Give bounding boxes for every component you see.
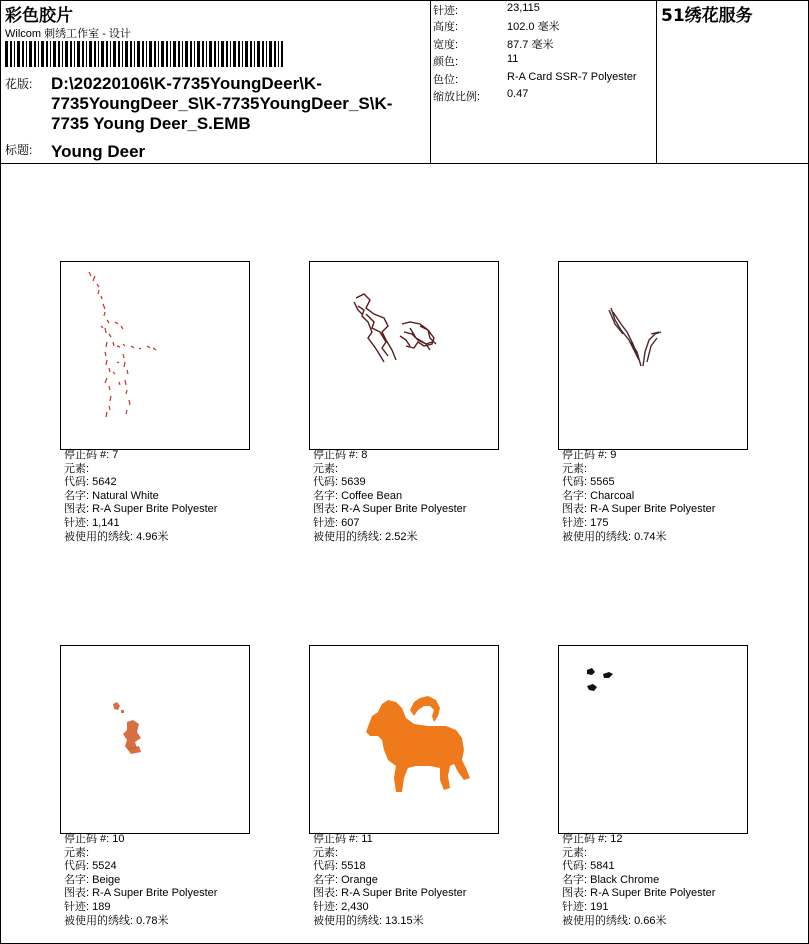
thread-value: 0.78米 [136, 914, 169, 927]
element-line: 元素: [562, 846, 588, 859]
chart-line [64, 887, 217, 901]
stitch-preview-drawing [61, 646, 249, 833]
stitches-line [313, 901, 466, 915]
stop-value: 11 [361, 833, 373, 845]
title-value: Young Deer [51, 142, 146, 161]
code-line [64, 860, 217, 874]
thread-label: 被使用的绣线: [313, 530, 386, 543]
stop-value: 10 [112, 833, 125, 845]
stop-label: 停止码 #: [562, 833, 611, 845]
color-details [64, 833, 217, 928]
stitches-line [64, 901, 217, 915]
stitches-label: 针迹: [64, 900, 93, 913]
stitch-preview [60, 261, 250, 450]
brand-column [657, 1, 808, 163]
code-label: 代码: [64, 476, 93, 489]
info-label: 宽度: [433, 39, 459, 51]
stop-value: 12 [610, 833, 623, 845]
name-label: 名字: [313, 873, 342, 886]
chart-label: 图表: [562, 887, 591, 900]
name-value: Charcoal [590, 489, 635, 502]
name-line [64, 490, 217, 504]
color-details [313, 833, 466, 928]
color-details [562, 449, 715, 544]
name-label: 名字: [562, 489, 591, 502]
chart-line [562, 887, 715, 901]
stitches-label: 针迹: [562, 900, 591, 913]
name-value: Orange [341, 873, 378, 886]
stitch-preview-drawing [310, 646, 498, 833]
code-value: 5518 [341, 860, 366, 873]
thread-value: 0.74米 [634, 530, 667, 543]
thread-line [64, 531, 217, 545]
preview-strokes [609, 308, 661, 366]
stitches-line [313, 517, 466, 531]
sheet-title: 彩色胶片 [5, 6, 73, 26]
code-value: 5639 [341, 476, 366, 489]
chart-value: R-A Super Brite Polyester [341, 503, 467, 516]
chart-line [64, 503, 217, 517]
code-value: 5565 [590, 476, 615, 489]
color-details [64, 449, 217, 544]
design-info-column [1, 1, 431, 163]
thread-label: 被使用的绣线: [313, 914, 386, 927]
thread-line [64, 915, 217, 929]
chart-label: 图表: [562, 503, 591, 516]
preview-strokes [89, 272, 156, 417]
design-path-value: D:\20220106\K-7735YoungDeer\K-7735YoungDeer_S\K-7735YoungDeer_S\K-7735 Young Deer_S.EMB [51, 74, 393, 133]
preview-fill [587, 668, 613, 691]
code-value: 5524 [92, 860, 117, 873]
chart-line [313, 503, 466, 517]
thread-value: 0.66米 [634, 914, 667, 927]
name-value: Natural White [92, 489, 159, 502]
code-label: 代码: [562, 476, 591, 489]
info-value: 23,115 [507, 2, 540, 14]
thread-label: 被使用的绣线: [562, 914, 635, 927]
stop-value: 7 [112, 449, 119, 461]
info-value: 102.0 毫米 [507, 21, 560, 33]
stitches-label: 针迹: [313, 900, 342, 913]
color-details [562, 833, 715, 928]
chart-value: R-A Super Brite Polyester [341, 887, 467, 900]
stitch-preview-drawing [310, 262, 498, 449]
stitch-preview-drawing [559, 646, 747, 833]
stop-line [313, 449, 466, 463]
info-label: 高度: [433, 21, 459, 33]
title-label: 标题: [5, 143, 33, 157]
stitches-value: 175 [590, 516, 609, 529]
stitches-value: 2,430 [341, 900, 369, 913]
preview-strokes [354, 294, 436, 362]
stop-line [562, 449, 715, 463]
thread-line [313, 915, 466, 929]
chart-label: 图表: [64, 887, 93, 900]
name-value: Black Chrome [590, 873, 660, 886]
thread-label: 被使用的绣线: [562, 530, 635, 543]
thread-line [562, 531, 715, 545]
brand-name: 51绣花服务 [661, 6, 753, 26]
name-line [64, 874, 217, 888]
thread-label: 被使用的绣线: [64, 914, 137, 927]
chart-label: 图表: [313, 887, 342, 900]
info-value: 0.47 [507, 88, 529, 100]
sheet-header [1, 1, 808, 164]
stitch-preview-drawing [559, 262, 747, 449]
stitch-preview [309, 261, 499, 450]
code-label: 代码: [562, 860, 591, 873]
name-value: Coffee Bean [341, 489, 403, 502]
thread-line [313, 531, 466, 545]
stitches-label: 针迹: [313, 516, 342, 529]
preview-fill [113, 702, 141, 754]
thread-value: 4.96米 [136, 530, 169, 543]
code-line [313, 476, 466, 490]
name-label: 名字: [64, 873, 93, 886]
code-label: 代码: [313, 476, 342, 489]
chart-value: R-A Super Brite Polyester [92, 503, 218, 516]
thread-value: 13.15米 [385, 914, 424, 927]
stop-label: 停止码 #: [313, 833, 362, 845]
stitches-label: 针迹: [562, 516, 591, 529]
stitches-value: 1,141 [92, 516, 120, 529]
sheet-subtitle: Wilcom 刺绣工作室 - 设计 [5, 28, 131, 40]
stop-label: 停止码 #: [64, 833, 113, 845]
element-line: 元素: [64, 462, 90, 475]
element-line: 元素: [313, 846, 339, 859]
stop-line [562, 833, 715, 847]
stop-value: 8 [361, 449, 368, 461]
element-line: 元素: [64, 846, 90, 859]
info-label: 针迹: [433, 5, 459, 17]
code-line [562, 476, 715, 490]
stop-line [313, 833, 466, 847]
info-value: 87.7 毫米 [507, 39, 554, 51]
stitch-preview [60, 645, 250, 834]
stitch-preview-drawing [61, 262, 249, 449]
name-label: 名字: [562, 873, 591, 886]
element-line: 元素: [313, 462, 339, 475]
design-stats-column [431, 1, 657, 163]
preview-fill [366, 696, 470, 792]
barcode-icon [5, 41, 283, 67]
element-line: 元素: [562, 462, 588, 475]
code-line [313, 860, 466, 874]
stop-line [64, 449, 217, 463]
info-value: R-A Card SSR-7 Polyester [507, 71, 637, 83]
info-label: 色位: [433, 74, 459, 86]
stitch-preview [558, 645, 748, 834]
stitches-value: 191 [590, 900, 609, 913]
chart-value: R-A Super Brite Polyester [590, 503, 716, 516]
stop-value: 9 [610, 449, 617, 461]
stitches-label: 针迹: [64, 516, 93, 529]
code-value: 5642 [92, 476, 117, 489]
color-details [313, 449, 466, 544]
chart-line [562, 503, 715, 517]
info-value: 11 [507, 53, 519, 65]
name-value: Beige [92, 873, 121, 886]
chart-label: 图表: [64, 503, 93, 516]
name-label: 名字: [64, 489, 93, 502]
stitch-preview [309, 645, 499, 834]
code-label: 代码: [64, 860, 93, 873]
stop-label: 停止码 #: [562, 449, 611, 461]
name-label: 名字: [313, 489, 342, 502]
stop-label: 停止码 #: [64, 449, 113, 461]
stitches-line [64, 517, 217, 531]
chart-label: 图表: [313, 503, 342, 516]
chart-value: R-A Super Brite Polyester [590, 887, 716, 900]
info-label: 颜色: [433, 56, 459, 68]
name-line [562, 874, 715, 888]
design-path-label: 花版: [5, 77, 33, 91]
thread-label: 被使用的绣线: [64, 530, 137, 543]
code-label: 代码: [313, 860, 342, 873]
code-line [562, 860, 715, 874]
stitches-value: 189 [92, 900, 111, 913]
stitches-line [562, 517, 715, 531]
stitches-value: 607 [341, 516, 360, 529]
name-line [562, 490, 715, 504]
chart-line [313, 887, 466, 901]
name-line [313, 490, 466, 504]
code-line [64, 476, 217, 490]
name-line [313, 874, 466, 888]
stitch-preview [558, 261, 748, 450]
stop-label: 停止码 #: [313, 449, 362, 461]
stitches-line [562, 901, 715, 915]
stop-line [64, 833, 217, 847]
chart-value: R-A Super Brite Polyester [92, 887, 218, 900]
thread-line [562, 915, 715, 929]
info-label: 缩放比例: [433, 91, 481, 103]
code-value: 5841 [590, 860, 615, 873]
thread-value: 2.52米 [385, 530, 418, 543]
